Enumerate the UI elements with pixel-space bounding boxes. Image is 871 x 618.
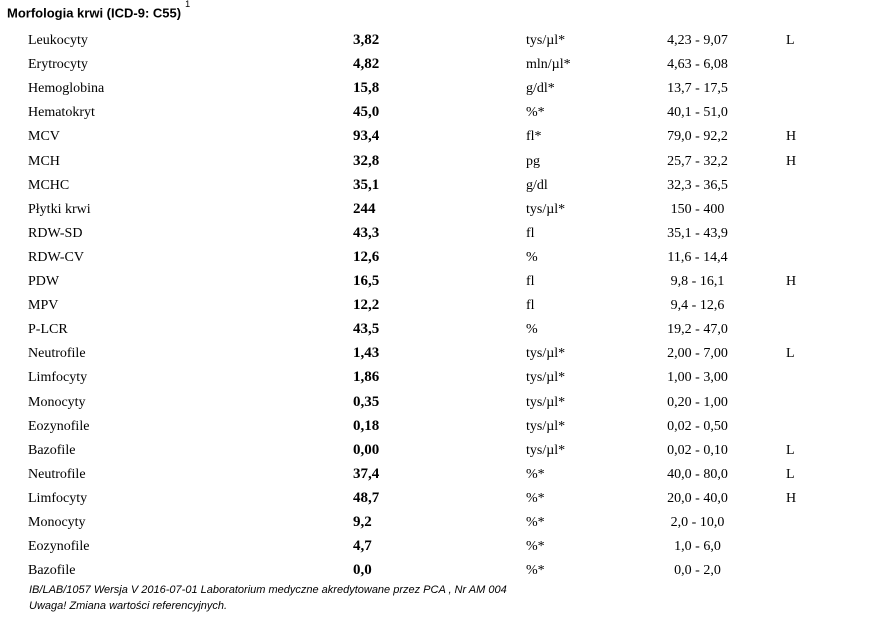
table-row [0, 78, 871, 102]
reference-range: 20,0 - 40,0 [667, 490, 728, 506]
test-value: 0,00 [353, 441, 380, 458]
test-unit: %* [526, 563, 545, 579]
test-unit: tys/µl* [526, 201, 566, 217]
table-row [0, 536, 871, 560]
table-row [0, 464, 871, 488]
table-row [0, 126, 871, 150]
table-row [0, 488, 871, 512]
test-name: Neutrofile [28, 346, 86, 362]
test-name: Monocyty [28, 515, 86, 530]
test-name: Hemoglobina [28, 81, 105, 97]
reference-range: 40,1 - 51,0 [667, 105, 728, 121]
table-row [0, 30, 871, 54]
reference-range: 0,02 - 0,50 [667, 418, 728, 434]
result-flag: L [786, 466, 795, 482]
test-name: MCH [28, 153, 60, 169]
test-value: 4,82 [353, 56, 380, 73]
test-value: 16,5 [353, 273, 380, 289]
table-row [0, 367, 871, 391]
test-value: 0,18 [353, 417, 380, 434]
test-value: 9,2 [353, 514, 372, 530]
reference-range: 0,0 - 2,0 [674, 563, 721, 579]
test-unit: %* [526, 490, 545, 506]
result-flag: H [786, 153, 797, 169]
test-unit: % [526, 322, 538, 338]
test-value: 48,7 [353, 489, 380, 506]
reference-range: 9,8 - 16,1 [670, 274, 725, 289]
test-value: 244 [353, 200, 376, 217]
test-name: Monocyty [28, 394, 86, 410]
test-value: 12,6 [353, 248, 380, 265]
test-value: 32,8 [353, 152, 380, 169]
test-name: MCV [28, 129, 60, 145]
test-unit: pg [526, 153, 540, 169]
test-unit: g/dl* [526, 81, 555, 97]
footer-note: Uwaga! Zmiana wartości referencyjnych. [29, 600, 228, 612]
test-name: Eozynofile [28, 539, 90, 555]
test-name: Leukocyty [28, 33, 88, 48]
test-unit: tys/µl* [526, 418, 566, 434]
table-row [0, 175, 871, 199]
test-unit: %* [526, 466, 545, 482]
test-value: 93,4 [353, 128, 380, 145]
test-value: 45,0 [353, 104, 380, 121]
test-unit: g/dl [526, 177, 548, 193]
test-name: Erytrocyty [28, 57, 88, 73]
reference-range: 4,23 - 9,07 [667, 33, 728, 48]
result-flag: H [786, 274, 797, 289]
test-value: 0,0 [353, 562, 372, 579]
test-name: Bazofile [28, 442, 76, 458]
test-name: Limfocyty [28, 490, 88, 506]
test-name: MCHC [28, 177, 70, 193]
table-row [0, 199, 871, 223]
result-flag: L [786, 346, 795, 362]
reference-range: 0,02 - 0,10 [667, 442, 728, 458]
table-row [0, 54, 871, 78]
test-value: 1,43 [353, 345, 380, 362]
table-row [0, 271, 871, 295]
test-value: 0,35 [353, 393, 380, 410]
reference-range: 13,7 - 17,5 [667, 81, 728, 97]
test-unit: tys/µl* [526, 442, 566, 458]
result-flag: L [786, 442, 795, 458]
section-title-text: Morfologia krwi (ICD-9: C55) [7, 5, 182, 21]
reference-range: 32,3 - 36,5 [667, 177, 728, 193]
test-unit: tys/µl* [526, 346, 566, 362]
test-name: Neutrofile [28, 466, 86, 482]
test-value: 43,3 [353, 224, 380, 241]
test-unit: %* [526, 539, 545, 555]
test-value: 12,2 [353, 297, 380, 314]
table-row [0, 151, 871, 175]
reference-range: 1,00 - 3,00 [667, 370, 728, 386]
test-name: PDW [28, 274, 60, 289]
test-unit: tys/µl* [526, 33, 566, 48]
table-row [0, 223, 871, 247]
test-value: 37,4 [353, 465, 380, 482]
test-unit: fl [526, 274, 535, 289]
reference-range: 0,20 - 1,00 [667, 394, 728, 410]
footnote-marker: 1 [185, 0, 191, 9]
table-row [0, 102, 871, 126]
test-unit: tys/µl* [526, 394, 566, 410]
test-unit: fl [526, 298, 535, 314]
result-flag: H [786, 490, 797, 506]
test-name: RDW-SD [28, 225, 83, 241]
test-value: 4,7 [353, 538, 372, 555]
test-value: 43,5 [353, 321, 380, 338]
reference-range: 40,0 - 80,0 [667, 466, 728, 482]
result-flag: L [786, 33, 795, 48]
test-name: Eozynofile [28, 418, 90, 434]
table-row [0, 343, 871, 367]
table-row [0, 392, 871, 416]
table-row [0, 295, 871, 319]
table-row [0, 560, 871, 584]
test-unit: fl* [526, 129, 542, 145]
reference-range: 35,1 - 43,9 [667, 225, 728, 241]
test-unit: mln/µl* [526, 57, 571, 73]
test-name: Bazofile [28, 563, 76, 579]
test-name: Limfocyty [28, 370, 88, 386]
test-unit: % [526, 249, 538, 265]
reference-range: 2,00 - 7,00 [667, 346, 728, 362]
reference-range: 11,6 - 14,4 [667, 249, 728, 265]
reference-range: 9,4 - 12,6 [670, 298, 725, 314]
result-flag: H [786, 129, 797, 145]
test-unit: %* [526, 515, 545, 530]
test-value: 1,86 [353, 369, 380, 386]
reference-range: 150 - 400 [670, 201, 725, 217]
test-name: RDW-CV [28, 249, 84, 265]
test-name: Hematokryt [28, 105, 95, 121]
test-unit: tys/µl* [526, 370, 566, 386]
section-title [7, 0, 191, 21]
reference-range: 79,0 - 92,2 [667, 129, 728, 145]
test-unit: fl [526, 225, 535, 241]
table-row [0, 416, 871, 440]
test-value: 15,8 [353, 80, 380, 97]
test-name: P-LCR [28, 322, 68, 338]
test-unit: %* [526, 105, 545, 121]
reference-range: 1,0 - 6,0 [674, 539, 721, 555]
reference-range: 25,7 - 32,2 [667, 153, 728, 169]
reference-range: 4,63 - 6,08 [667, 57, 728, 73]
table-row [0, 247, 871, 271]
table-row [0, 440, 871, 464]
test-value: 35,1 [353, 176, 380, 193]
reference-range: 19,2 - 47,0 [667, 322, 728, 338]
table-row [0, 512, 871, 536]
reference-range: 2,0 - 10,0 [670, 515, 725, 530]
footer-lab-info: IB/LAB/1057 Wersja V 2016-07-01 Laboratorium medyczne akredytowane przez PCA , Nr AM 004 [29, 584, 507, 596]
table-row [0, 319, 871, 343]
test-name: Płytki krwi [28, 201, 91, 217]
test-value: 3,82 [353, 32, 380, 48]
test-name: MPV [28, 298, 59, 314]
